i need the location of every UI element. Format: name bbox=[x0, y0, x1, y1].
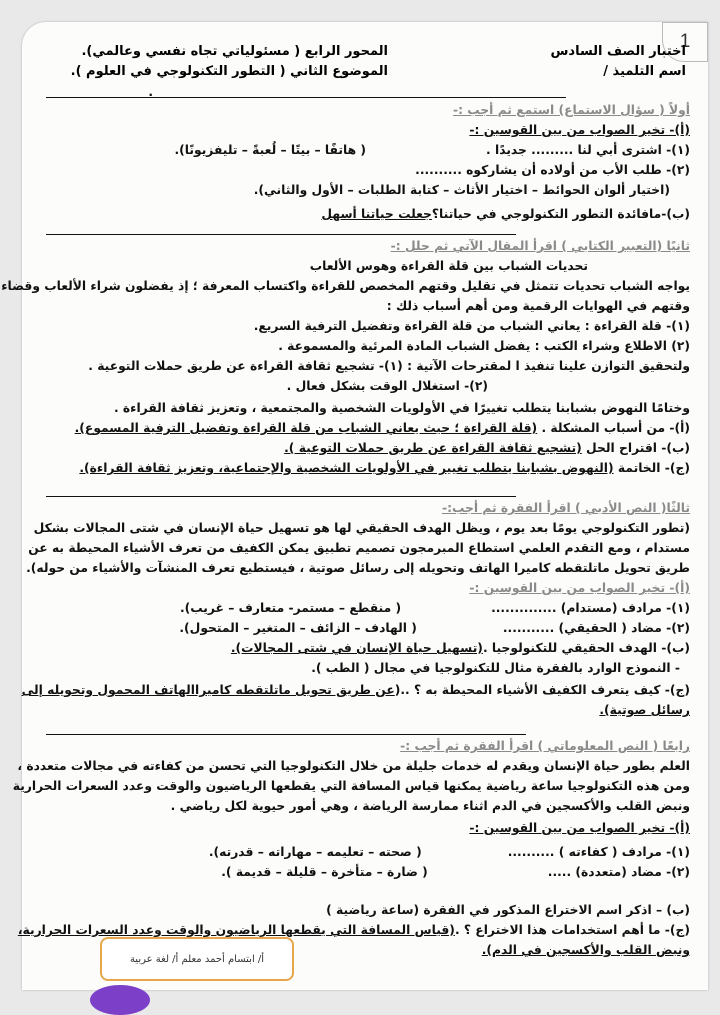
q1-heading: أولاً ( سؤال الاستماع) استمع ثم أجب :- bbox=[452, 103, 690, 117]
q4-a1: (١)- مرادف ( كفاءته ) ..........( صحته – تعليمه – مهاراته – قدرته). bbox=[208, 845, 690, 859]
q3-c: (ج)- كيف يتعرف الكفيف الأشياء المحيطة به ؟ ..(عن طريق تحويل ماتلتقطه كاميراالهاتف المحمول وتحويله إلى bbox=[21, 683, 690, 697]
header-student-name: اسم التلميذ / bbox=[603, 64, 686, 79]
header-dot: . bbox=[148, 85, 153, 99]
q2-p1: يواجه الشباب تحديات تتمثل في تقليل وقتهم المخصص للقراءة واكتساب المعرفة ؛ إذ يفضلون شراء الألعاب وقضاء bbox=[1, 279, 690, 293]
divider bbox=[46, 734, 526, 735]
q4-b: (ب) – اذكر اسم الاختراع المذكور في الفقرة (ساعة رياضية ) bbox=[326, 903, 690, 917]
q4-c-cont: ونبض القلب والأكسجين في الدم). bbox=[481, 943, 690, 957]
divider bbox=[46, 234, 516, 235]
q4-p1: العلم بطور حياة الإنسان ويقدم له خدمات جليلة من خلال التكنولوجيا التي تحسن من كفاءته في مجالات متعددة ، bbox=[17, 759, 690, 773]
q2-p2: وقتهم في الهوايات الرقمية ومن أهم أسباب ذلك : bbox=[386, 299, 690, 313]
q4-heading: رابعًا ( النص المعلوماتي ) اقرأ الفقرة ثم أجب :- bbox=[400, 739, 690, 753]
q1-item2: (٢)- طلب الأب من أولاده أن يشاركوه .......... bbox=[415, 163, 690, 177]
q2-p6: (٢)- استغلال الوقت بشكل فعال . bbox=[286, 379, 488, 393]
q1-item1: (١)- اشترى أبي لنا ......... جديدًا .( هاتفًا – بيتًا – لُعبةً – تليفزيونًا). bbox=[174, 143, 690, 157]
q1-sub-a: (أ)- تخير الصواب من بين القوسين :- bbox=[469, 123, 690, 137]
q4-p3: ونبض القلب والأكسجين في الدم اثناء ممارسة الرياضة ، وهي أمور حيوية لكل رياضي . bbox=[170, 799, 690, 813]
q3-p1: (تطور التكنولوجي يومًا بعد يوم ، ويظل الهدف الحقيقي لها هو تسهيل حياة الإنسان في شتى المجالات بشكل bbox=[33, 521, 690, 535]
q2-answer-b: (ب)- اقتراح الحل (تشجيع ثقافة القراءة عن طريق حملات التوعية ). bbox=[284, 441, 690, 455]
page-number: 1 bbox=[662, 22, 708, 62]
q2-title: تحديات الشباب بين قلة القراءة وهوس الألعاب bbox=[309, 259, 588, 273]
q3-b: (ب)- الهدف الحقيقي للتكنولوجيا .(تسهيل حياة الإنسان في شتى المجالات). bbox=[230, 641, 690, 655]
divider bbox=[46, 97, 566, 98]
q4-c: (ج)- ما أهم استخدامات هذا الاختراع ؟ .(قياس المسافة التي يقطعها الرياضيون والوقت وعدد السعرات الحرارية، bbox=[17, 923, 690, 937]
q4-a2: (٢)- مضاد (متعددة) .....( ضارة – متأخرة – قليلة – قديمة ). bbox=[221, 865, 690, 879]
teacher-stamp: أ/ ابتسام أحمد معلم أ/ لغة عربية bbox=[100, 937, 294, 981]
q4-sub-a: (أ)- تخير الصواب من بين القوسين :- bbox=[469, 821, 690, 835]
q3-b2: - النموذج الوارد بالفقرة مثال للتكنولوجيا في مجال ( الطب ). bbox=[311, 661, 680, 675]
q3-sub-a: (أ)- تخير الصواب من بين القوسين :- bbox=[469, 581, 690, 595]
q2-p3: (١)- قلة القراءة : يعاني الشباب من قلة القراءة وتفضيل الترفية السريع. bbox=[253, 319, 690, 333]
worksheet-page bbox=[1, 22, 708, 990]
q2-p7: وختامًا النهوض بشبابنا يتطلب تغييرًا في الأولويات الشخصية والمجتمعية ، وتعزيز ثقافة القراءة . bbox=[113, 401, 690, 415]
q4-p2: ومن هذه التكنولوجيا ساعة رياضية يمكنها قياس المسافة التي يقطعها الرياضيون والوقت وعدد السعرات الحرارية bbox=[12, 779, 690, 793]
q1-b: (ب)-مافائدة التطور التكنولوجي في حياتنا؟جعلت حياتنا أسهل bbox=[321, 207, 690, 221]
q3-c-cont: رسائل صوتية). bbox=[599, 703, 690, 717]
q3-p3: طريق تحويل ماتلتقطه كاميرا الهاتف وتحويله إلى رسائل صوتية ، فيستطيع تعرف المنشآت والأشياء من حوله). bbox=[26, 561, 690, 575]
header-axis: المحور الرابع ( مسئولياتي تجاه نفسي وعالمي). bbox=[81, 44, 388, 59]
q3-heading: ثالثًا( النص الأدبي ) اقرأ الفقرة ثم أجب:- bbox=[441, 501, 690, 515]
q2-heading: ثانيًا (التعبير الكتابي ) اقرأ المقال الآتي ثم حلل :- bbox=[390, 239, 690, 253]
q3-p2: مستدام ، ومع التقدم العلمي استطاع المبرمجون تصميم تطبيق يمكن الكفيف من تعرف الأشياء المحيطة به عن bbox=[28, 541, 690, 555]
divider bbox=[46, 496, 516, 497]
q3-a2: (٢)- مضاد ( الحقيقي) ...........( الهادف – الزائف – المتغير – المتحول). bbox=[179, 621, 690, 635]
q3-a1: (١)- مرادف (مستدام) ..............( منقطع – مستمر- متعارف – غريب). bbox=[179, 601, 690, 615]
q2-p4: (٢) الاطلاع وشراء الكتب : يفضل الشباب المادة المرئية والمسموعة . bbox=[278, 339, 690, 353]
q1-item2-opts: (اختيار ألوان الحوائط – اختيار الأثاث – كتابة الطلبات – الأول والثاني). bbox=[253, 183, 670, 197]
q2-answer-a: (أ)- من أسباب المشكلة . (قلة القراءة ؛ حيث يعاني الشباب من قلة القراءة وتفضيل الترفية المسموع). bbox=[74, 421, 690, 435]
header-exam-title: اختبار الصف السادس bbox=[550, 44, 686, 59]
avatar-blob bbox=[90, 985, 150, 1015]
q2-answer-c: (ج)- الخاتمة (النهوض بشبابنا يتطلب تغيير في الأولويات الشخصية والإجتماعية، وتعزيز ثقافة القراءة). bbox=[79, 461, 690, 475]
header-topic: الموضوع الثاني ( التطور التكنولوجي في العلوم ). bbox=[70, 64, 388, 79]
q2-p5: ولتحقيق التوازن علينا تنفيذ ا لمقترحات الآتية : (١)- تشجيع ثقافة القراءة عن طريق حملات التوعية . bbox=[88, 359, 690, 373]
